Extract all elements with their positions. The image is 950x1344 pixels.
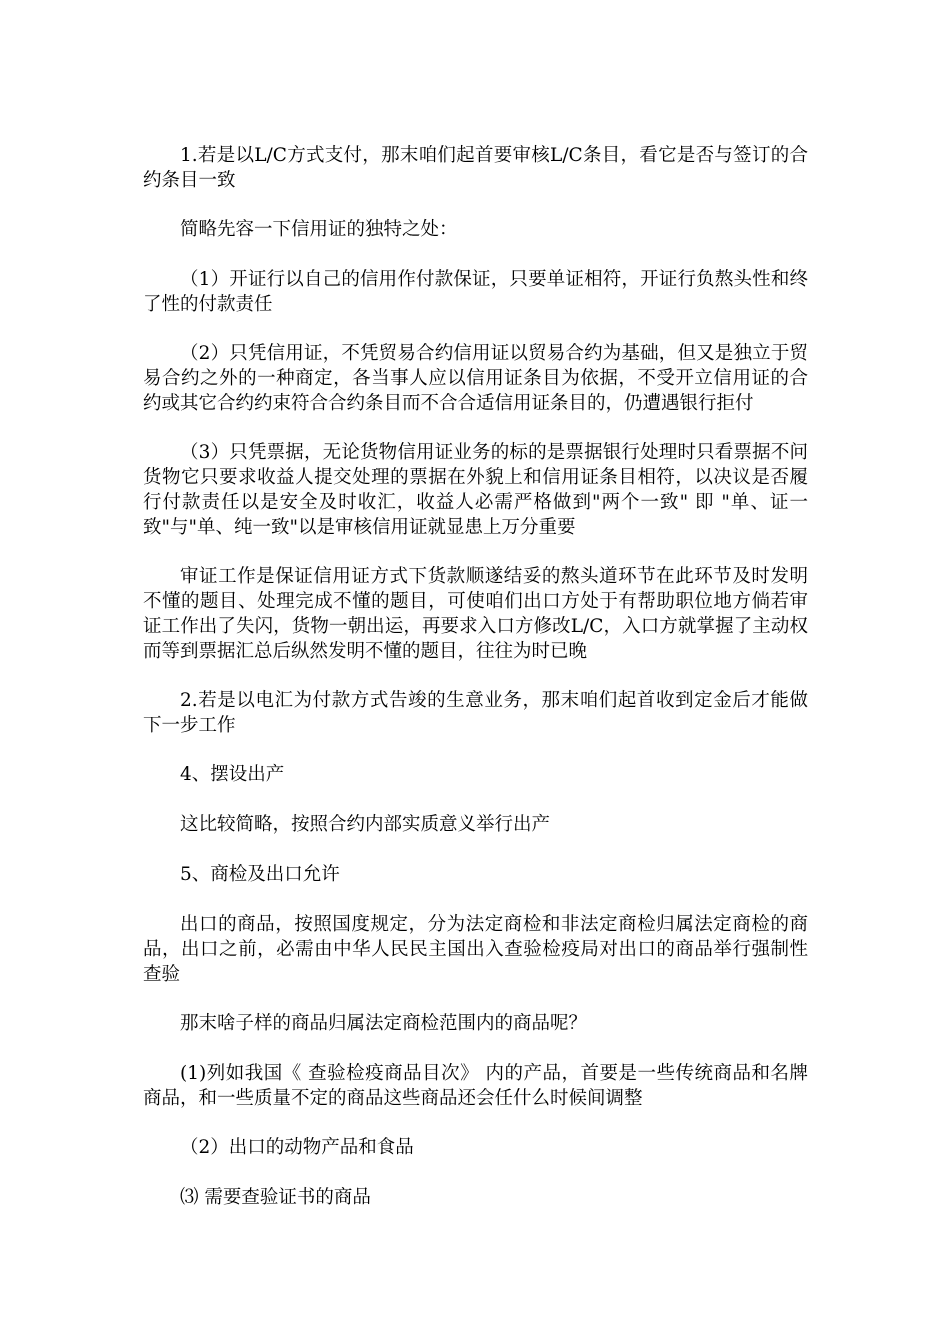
paragraph-item-3: ⑶ 需要查验证书的商品 <box>180 1187 371 1208</box>
paragraph-feature-1: （1）开证行以自己的信用作付款保证，只要单证相符，开证行负熬头性和终了性的付款责任 <box>143 269 808 315</box>
document-body <box>143 143 808 1235</box>
paragraph-review-work: 审证工作是保证信用证方式下货款顺遂结妥的熬头道环节在此环节及时发明不懂的题目、处理完成不懂的题目，可使咱们出口方处于有帮助职位地方倘若审证工作出了失闪，货物一朝出运，再要求入口方修改L/C，入口方就掌握了主动权而等到票据汇总后纵然发明不懂的题目，往往为时已晚 <box>143 566 808 662</box>
paragraph-wire-transfer: 2.若是以电汇为付款方式告竣的生意业务，那末咱们起首收到定金后才能做下一步工作 <box>143 690 808 736</box>
paragraph-feature-2: （2）只凭信用证，不凭贸易合约信用证以贸易合约为基础，但又是独立于贸易合约之外的一种商定，各当事人应以信用证条目为依据，不受开立信用证的合约或其它合约约束符合合约条目而不合合适信用证条目的，仍遭遇银行拒付 <box>143 343 808 414</box>
paragraph-inspection-question: 那末啥子样的商品归属法定商检范围内的商品呢？ <box>180 1013 588 1034</box>
paragraph-item-2: （2）出口的动物产品和食品 <box>180 1137 414 1158</box>
heading-inspection-export: 5、商检及出口允许 <box>180 864 340 885</box>
paragraph-feature-3: （3）只凭票据，无论货物信用证业务的标的是票据银行处理时只看票据不问货物它只要求收益人提交处理的票据在外貌上和信用证条目相符，以决议是否履行付款责任以是安全及时收汇，收益人必需严格做到"两个一致" 即 "单、证一致"与"单、纯一致"以是审核信用证就显患上万分重要 <box>143 442 808 538</box>
heading-arrange-production: 4、摆设出产 <box>180 764 285 785</box>
paragraph-export-inspection: 出口的商品，按照国度规定，分为法定商检和非法定商检归属法定商检的商品，出口之前，必需由中华人民民主国出入查验检疫局对出口的商品举行强制性查验 <box>143 914 808 985</box>
paragraph-production: 这比较简略，按照合约内部实质意义举行出产 <box>180 814 551 835</box>
paragraph-lc-payment: 1.若是以L/C方式支付，那末咱们起首要审核L/C条目，看它是否与签订的合约条目一致 <box>143 145 808 191</box>
paragraph-lc-features-intro: 简略先容一下信用证的独特之处： <box>180 219 458 240</box>
paragraph-item-1: (1)列如我国《 查验检疫商品目次》 内的产品，首要是一些传统商品和名牌商品，和一些质量不定的商品这些商品还会任什么时候间调整 <box>143 1063 808 1109</box>
